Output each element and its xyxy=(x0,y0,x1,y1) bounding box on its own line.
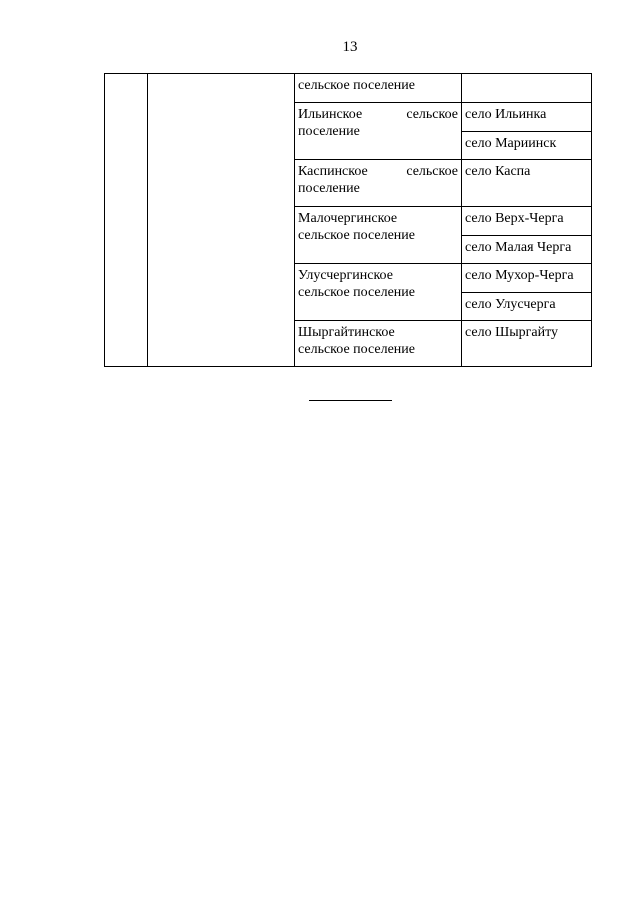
settlement-type-cont: поселение xyxy=(298,181,360,196)
village-cell xyxy=(462,74,592,103)
settlement-cell xyxy=(295,264,462,321)
settlement-type: сельское xyxy=(406,107,458,122)
settlement-cell xyxy=(295,160,462,207)
settlement-type: сельское поселение xyxy=(298,342,415,357)
village-cell: село Каспа xyxy=(462,160,592,207)
village-cell: село Ильинка xyxy=(462,103,592,132)
settlement-type-cont: поселение xyxy=(298,124,360,139)
settlement-name: Улусчергинское xyxy=(298,268,393,283)
settlement-cell xyxy=(295,321,462,367)
settlement-name: Малочергинское xyxy=(298,211,398,226)
village-cell: село Шыргайту xyxy=(462,321,592,367)
settlement-type: сельское поселение xyxy=(298,228,415,243)
village-cell: село Мариинск xyxy=(462,132,592,160)
end-separator-line xyxy=(309,400,392,401)
settlement-cell xyxy=(295,207,462,264)
village-cell: село Мухор-Черга xyxy=(462,264,592,293)
settlements-table xyxy=(104,73,592,367)
number-cell xyxy=(105,74,148,367)
settlement-name: Каспинское xyxy=(298,164,368,179)
settlement-name: Ильинское xyxy=(298,107,363,122)
settlement-cell xyxy=(295,103,462,160)
settlement-name: Шыргайтинское xyxy=(298,325,395,340)
settlement-type: сельское поселение xyxy=(298,285,415,300)
settlement-type: сельское xyxy=(406,164,458,179)
page-number: 13 xyxy=(342,39,358,55)
village-cell: село Малая Черга xyxy=(462,236,592,264)
village-cell: село Верх-Черга xyxy=(462,207,592,236)
village-cell: село Улусчерга xyxy=(462,293,592,321)
settlement-cell: сельское поселение xyxy=(295,74,462,103)
table-row xyxy=(105,74,592,103)
district-cell xyxy=(148,74,295,367)
